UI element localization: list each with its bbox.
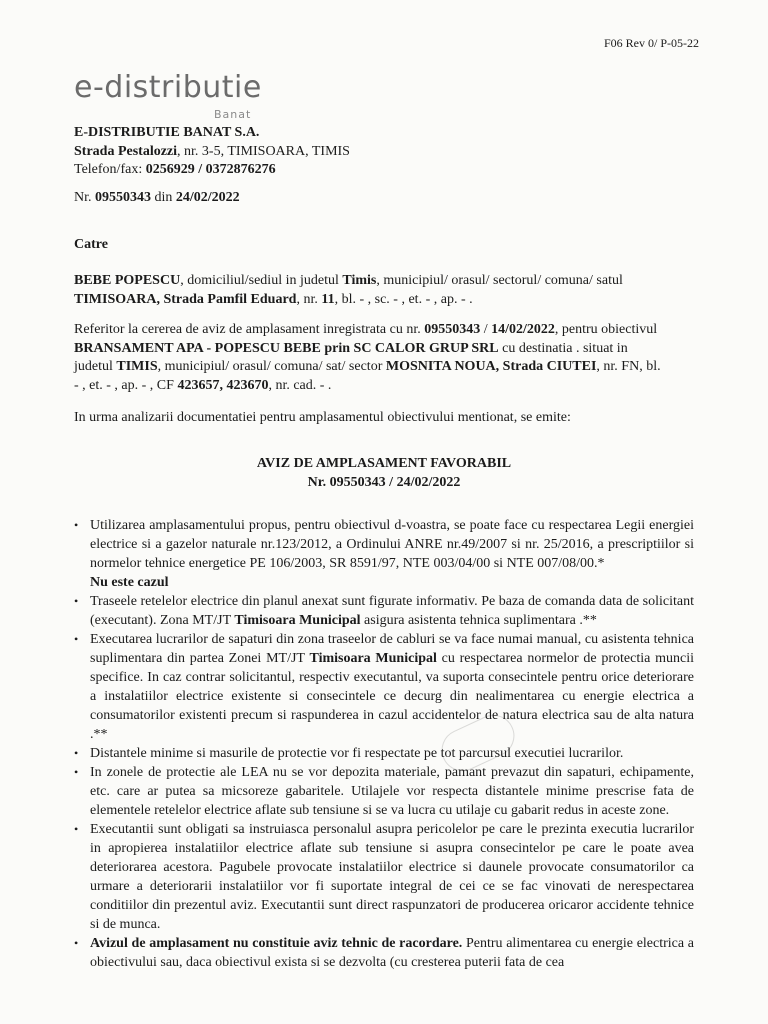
bullet-icon: • [74, 746, 79, 760]
list-item: • Distantele minime si masurile de protectie vor fi respectate pe tot parcursul executiei lucrarilor. [74, 746, 624, 761]
form-reference: F06 Rev 0/ P-05-22 [604, 36, 700, 50]
catre-label: Catre [74, 237, 108, 252]
intro-text: In urma analizarii documentatiei pentru amplasamentul obiectivului mentionat, se emite: [74, 410, 571, 425]
company-phone: 0256929 / 0372876276 [145, 162, 276, 177]
addressee-block: BEBE POPESCU, domiciliul/sediul in judetul Timis, municipiul/ orasul/ sectorul/ comuna/ satul TIMISOARA, Strada Pamfil Eduard, nr. 11, bl. - , sc. - , et. - , ap. - . [74, 273, 623, 307]
company-address-rest: , nr. 3-5, TIMISOARA, TIMIS [177, 143, 350, 159]
list-item: • Traseele retelelor electrice din planul anexat sunt figurate informativ. Pe baza de comanda data de solicitant (executant). Zona MT/JT Timisoara Municipal asigura asistenta tehnica suplimentara .** [74, 594, 694, 628]
bullet-icon: • [74, 518, 79, 532]
logo-wordmark: e-distributie [74, 70, 262, 105]
company-phone-line [74, 161, 350, 180]
notice-title: AVIZ DE AMPLASAMENT FAVORABIL [256, 456, 512, 471]
reference-paragraph: Referitor la cererea de aviz de amplasament inregistrata cu nr. 09550343 / 14/02/2022, pentru obiectivul BRANSAMENT APA - POPESCU BEBE prin SC CALOR GRUP SRL cu destinatia . situat in judetul TIMIS, municipiul/ orasul/ comuna/ sat/ sector MOSNITA NOUA, Strada CIUTEI, nr. FN, bl. - , et. - , ap. - , CF 423657, 423670, nr. cad. - . [74, 322, 661, 393]
list-item: • Utilizarea amplasamentului propus, pentru obiectivul d-voastra, se poate face cu respectarea Legii energiei electrice si a gazelor naturale nr.123/2012, a Ordinului ANRE nr.49/2007 si nr. 25/2016, a prescriptiilor si normelor tehnice energetice PE 106/2003, SR 8591/97, NTE 003/04/00 si NTE 007/08/00.* [74, 518, 694, 571]
bullet-icon: • [74, 936, 79, 950]
company-street: Strada Pestalozzi [74, 143, 178, 159]
list-item: • In zonele de protectie ale LEA nu se vor depozita materiale, pamant prevazut din sapaturi, echipamente, etc. care ar putea sa micsoreze gabaritele. Utilajele vor respecta distantele minime prescrise fata de elementele retelelor electrice aflate sub tensiune si se va lucra cu utilaje cu gabarit redus in aceste zone. [74, 765, 694, 818]
company-address [74, 143, 350, 162]
company-logo [74, 70, 274, 128]
conditions-list [74, 516, 694, 972]
list-item: • Avizul de amplasament nu constituie aviz tehnic de racordare. Pentru alimentarea cu energie electrica a obiectivului sau, daca obiectivul exista si se dezvolta (cu cresterea puterii fata de cea [74, 936, 694, 970]
bullet-icon: • [74, 822, 79, 836]
nu-este-cazul: Nu este cazul [90, 575, 169, 590]
company-header [74, 124, 350, 180]
bullet-icon: • [74, 632, 79, 646]
logo-subtitle: Banat [214, 108, 252, 121]
list-item: • Executarea lucrarilor de sapaturi din zona traseelor de cabluri se va face numai manual, cu asistenta tehnica suplimentara din partea Zonei MT/JT Timisoara Municipal cu respectarea normelor de protectia muncii specifice. In caz contrar solicitantul, respectiv executantul, va suporta consecintele pentru orice deteriorare a instalatiilor electrice existente si consecintele ce decurg din nealimentarea cu energie electrica a consumatorilor existenti precum si raspunderea in cazul accidentelor de natura electrica sau de alta natura .** [74, 632, 694, 742]
document-number: Nr. 09550343 din 24/02/2022 [74, 190, 240, 205]
company-name: E-DISTRIBUTIE BANAT S.A. [74, 125, 260, 140]
company-phone-label: Telefon/fax: [74, 162, 146, 177]
notice-number: Nr. 09550343 / 24/02/2022 [307, 475, 461, 490]
bullet-icon: • [74, 765, 79, 779]
bullet-icon: • [74, 594, 79, 608]
list-item: • Executantii sunt obligati sa instruiasca personalul asupra pericolelor pe care le prezinta executia lucrarilor in apropierea instalatiilor electrice aflate sub tensiune si asupra consecintelor pe care le poate avea deteriorarea acestora. Pagubele provocate instalatiilor electrice si daunele provocate consumatorilor ca urmare a deteriorarii instalatiilor vor fi suportate integral de cei ce se fac vinovati de nerespectarea conditiilor din prezentul aviz. Executantii sunt direct raspunzatori de producerea oricaror accidente tehnice si de munca. [74, 822, 694, 932]
